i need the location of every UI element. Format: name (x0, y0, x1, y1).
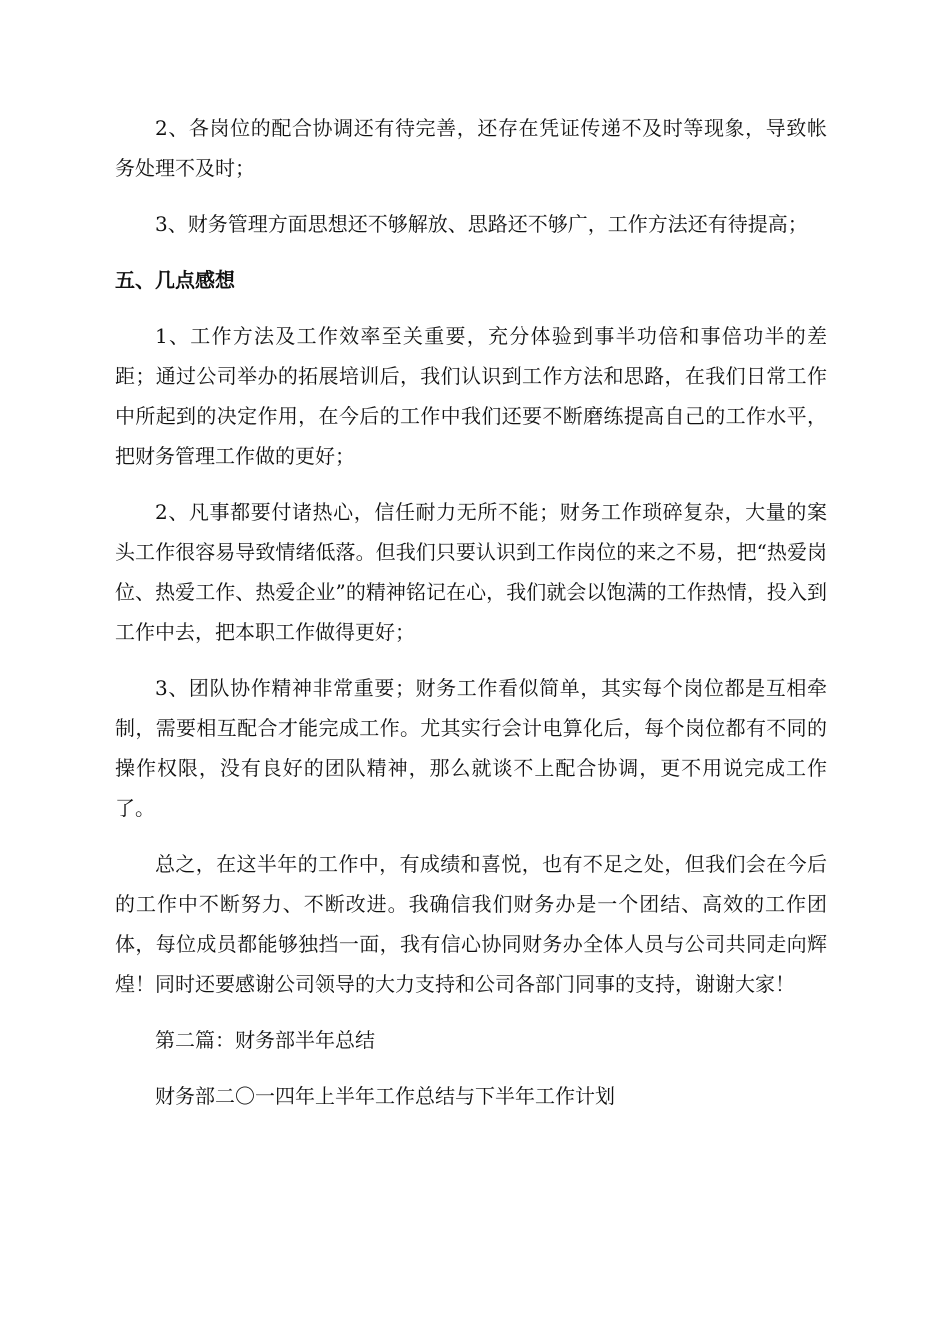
paragraph-reflection-2: 2、凡事都要付诸热心，信任耐力无所不能；财务工作琐碎复杂，大量的案头工作很容易导致情绪低落。但我们只要认识到工作岗位的来之不易，把“热爱岗位、热爱工作、热爱企业”的精神铭记在心，我们就会以饱满的工作热情，投入到工作中去，把本职工作做得更好； (115, 500, 827, 644)
article-title-second: 第二篇：财务部半年总结 (155, 1028, 375, 1052)
section-heading: 五、几点感想 (115, 268, 235, 292)
paragraph-conclusion: 总之，在这半年的工作中，有成绩和喜悦，也有不足之处，但我们会在今后的工作中不断努力、不断改进。我确信我们财务办是一个团结、高效的工作团体，每位成员都能够独挡一面，我有信心协同财务办全体人员与公司共同走向辉煌！同时还要感谢公司领导的大力支持和公司各部门同事的支持，谢谢大家！ (115, 852, 827, 996)
document-body (115, 108, 827, 1116)
article-subtitle: 财务部二〇一四年上半年工作总结与下半年工作计划 (155, 1084, 615, 1108)
paragraph-reflection-3: 3、团队协作精神非常重要；财务工作看似简单，其实每个岗位都是互相牵制，需要相互配合才能完成工作。尤其实行会计电算化后，每个岗位都有不同的操作权限，没有良好的团队精神，那么就谈不上配合协调，更不用说完成工作了。 (115, 676, 827, 820)
paragraph-reflection-1: 1、工作方法及工作效率至关重要，充分体验到事半功倍和事倍功半的差距；通过公司举办的拓展培训后，我们认识到工作方法和思路，在我们日常工作中所起到的决定作用，在今后的工作中我们还要不断磨练提高自己的工作水平，把财务管理工作做的更好； (115, 324, 827, 468)
paragraph-point-2: 2、各岗位的配合协调还有待完善，还存在凭证传递不及时等现象，导致帐务处理不及时； (115, 116, 827, 180)
paragraph-point-3: 3、财务管理方面思想还不够解放、思路还不够广，工作方法还有待提高； (155, 212, 808, 236)
